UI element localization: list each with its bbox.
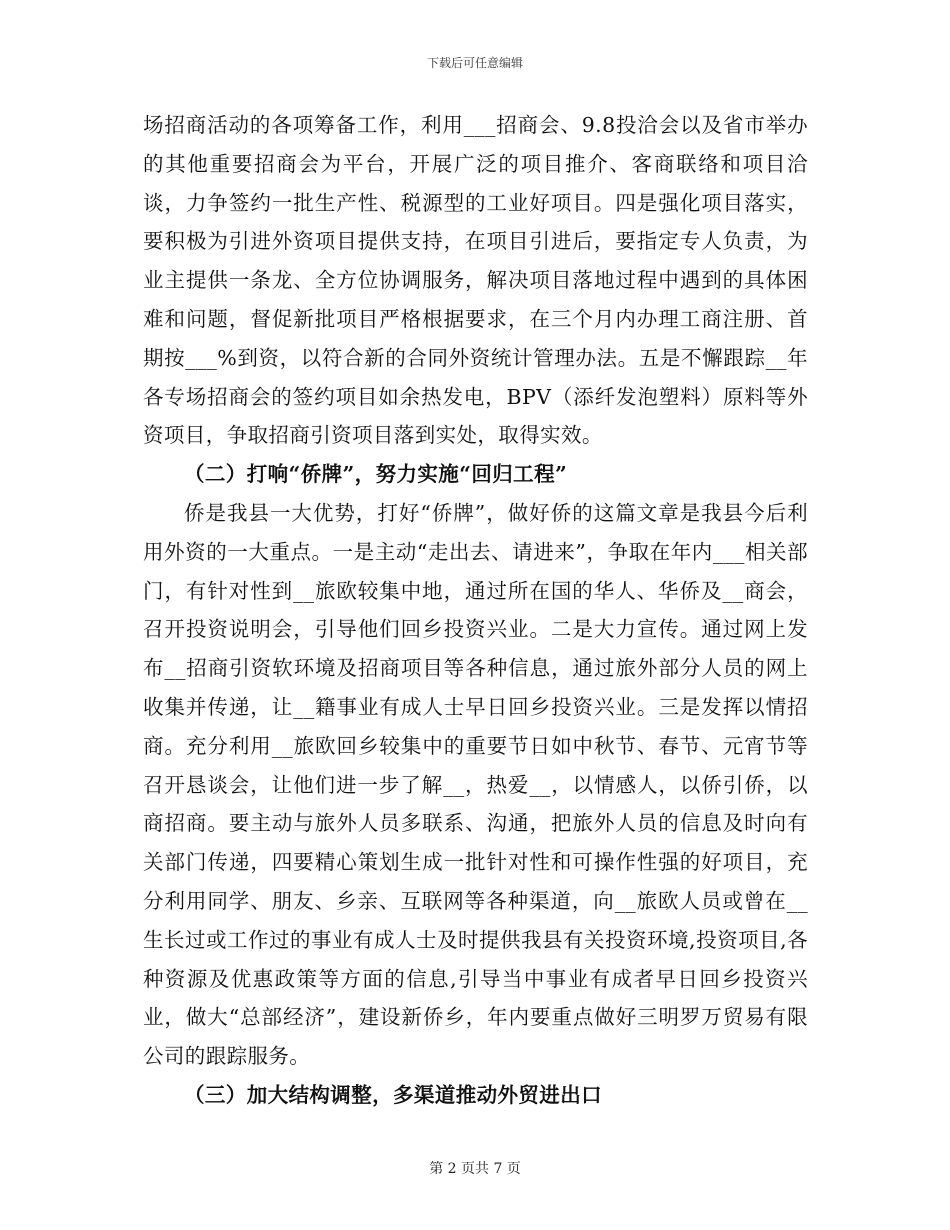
page-header: 下载后可任意编辑 [426,56,523,70]
body-paragraph-overseas-chinese: 侨是我县一大优势，打好“侨牌”，做好侨的这篇文章是我县今后利用外资的一大重点。一是主动“走出去、请进来”，争取在年内___相关部门，有针对性到__旅欧较集中地，通过所在国的华人、华侨及__商会，召开投资说明会，引导他们回乡投资兴业。二是大力宣传。通过网上发布__招商引资软环境及招商项目等各种信息，通过旅外部分人员的网上收集并传递，让__籍事业有成人士早日回乡投资兴业。三是发挥以情招商。充分利用__旅欧回乡较集中的重要节日如中秋节、春节、元宵节等召开恳谈会，让他们进一步了解__，热爱__，以情感人，以侨引侨，以商招商。要主动与旅外人员多联系、沟通，把旅外人员的信息及时向有关部门传递，四要精心策划生成一批针对性和可操作性强的好项目，充分利用同学、朋友、乡亲、互联网等各种渠道，向__旅欧人员或曾在__生长过或工作过的事业有成人士及时提供我县有关投资环境,投资项目,各种资源及优惠政策等方面的信息,引导当中事业有成者早日回乡投资兴业，做大“总部经济”，建设新侨乡，年内要重点做好三明罗万贸易有限公司的跟踪服务。 [143,500,808,1069]
body-paragraph-continuation: 场招商活动的各项筹备工作，利用___招商会、9.8投洽会以及省市举办的其他重要招商会为平台，开展广泛的项目推介、客商联络和项目洽谈，力争签约一批生产性、税源型的工业好项目。四是强化项目落实，要积极为引进外资项目提供支持，在项目引进后，要指定专人负责，为业主提供一条龙、全方位协调服务，解决项目落地过程中遇到的具体困难和问题，督促新批项目严格根据要求，在三个月内办理工商注册、首期按___%到资，以符合新的合同外资统计管理办法。五是不懈跟踪__年各专场招商会的签约项目如余热发电，BPV（添纤发泡塑料）原料等外资项目，争取招商引资项目落到实处，取得实效。 [143,113,808,448]
section-heading-2: （二）打响“侨牌”，努力实施“回归工程” [184,462,568,487]
document-body [143,106,808,1115]
section-heading-3: （三）加大结构调整，多渠道推动外贸进出口 [184,1082,602,1107]
page-number-footer: 第 2 页共 7 页 [429,1161,521,1177]
